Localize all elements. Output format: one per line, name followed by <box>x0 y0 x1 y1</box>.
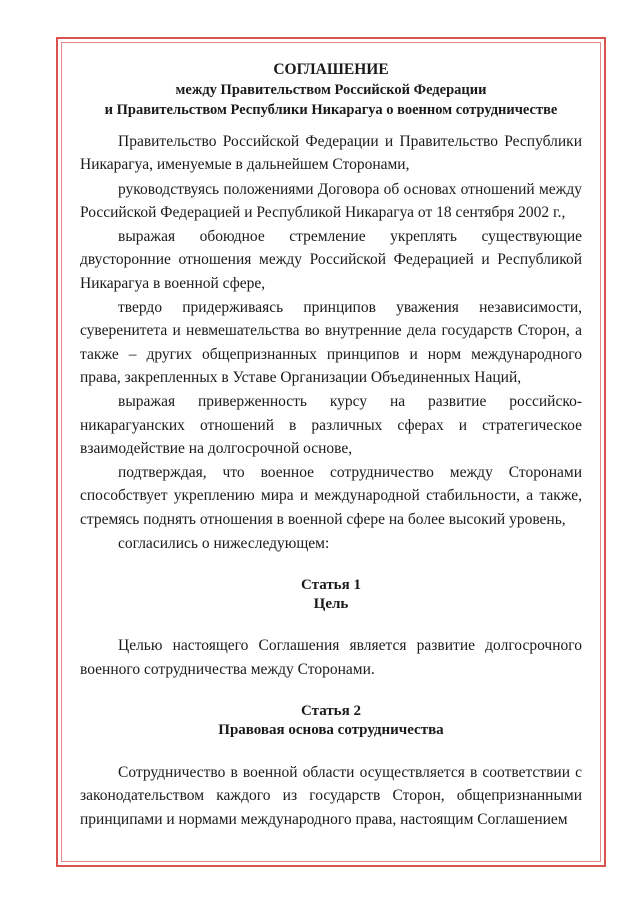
preamble-paragraph: подтверждая, что военное сотрудничество между Сторонами способствует укреплению мира и международной стабильности, а также, стремясь поднять отношения в военной сфере на более высокий уровень, <box>80 464 582 528</box>
document-title-block <box>80 60 582 120</box>
article-2-header <box>80 702 582 740</box>
document-subtitle-line2: и Правительством Республики Никарагуа о военном сотрудничестве <box>104 102 558 118</box>
article-2-number: Статья 2 <box>301 702 361 719</box>
document-title: СОГЛАШЕНИЕ <box>273 61 389 78</box>
preamble-paragraph: твердо придерживаясь принципов уважения независимости, суверенитета и невмешательства во внутренние дела государств Сторон, а также – других общепризнанных принципов и норм международного права, закрепленных в Уставе Организации Объединенных Наций, <box>80 299 582 386</box>
preamble-paragraph: выражая приверженность курсу на развитие российско-никарагуанских отношений в различных сферах и стратегическое взаимодействие на долгосрочной основе, <box>80 393 582 457</box>
article-1-text: Целью настоящего Соглашения является развитие долгосрочного военного сотрудничества между Сторонами. <box>80 637 582 678</box>
article-2-text: Сотрудничество в военной области осуществляется в соответствии с законодательством каждого из государств Сторон, общепризнанными принципами и нормами международного права, настоящим Соглашением <box>80 763 582 828</box>
article-2-heading: Правовая основа сотрудничества <box>218 721 444 738</box>
article-1-number: Статья 1 <box>301 577 361 594</box>
preamble-paragraph: Правительство Российской Федерации и Правительство Республики Никарагуа, именуемые в дальнейшем Сторонами, <box>80 133 582 174</box>
article-1-heading: Цель <box>313 596 349 613</box>
article-1-header <box>80 576 582 614</box>
preamble-paragraph: согласились о нижеследующем: <box>118 535 330 553</box>
document-body <box>80 60 582 831</box>
preamble <box>80 130 582 555</box>
preamble-paragraph: руководствуясь положениями Договора об основах отношений между Российской Федерацией и Республикой Никарагуа от 18 сентября 2002 г., <box>80 180 582 221</box>
preamble-paragraph: выражая обоюдное стремление укреплять существующие двусторонние отношения между Российской Федерацией и Республикой Никарагуа в военной сфере, <box>80 228 582 292</box>
document-subtitle-line1: между Правительством Российской Федерации <box>175 82 487 98</box>
